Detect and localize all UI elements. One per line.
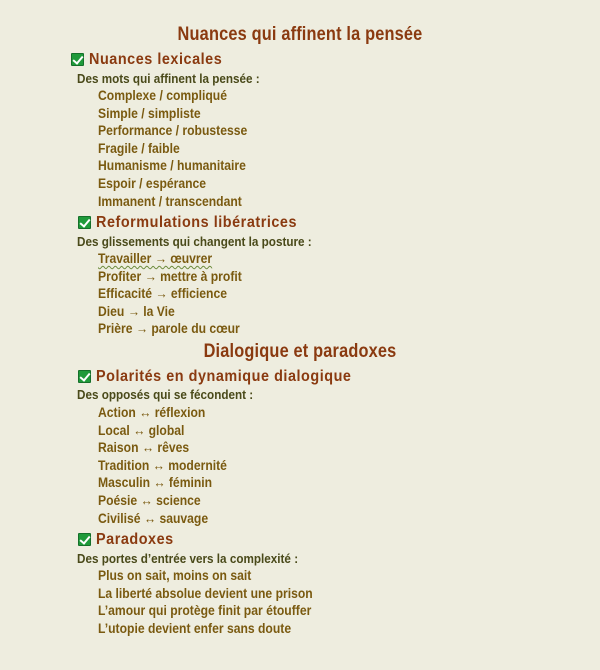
list-item bbox=[98, 250, 242, 268]
section-title: Paradoxes bbox=[96, 531, 174, 548]
list-item: Profiter → mettre à profit bbox=[98, 268, 242, 284]
main-title-nuances: Nuances qui affinent la pensée bbox=[177, 24, 423, 45]
main-title-dialogique: Dialogique et paradoxes bbox=[203, 341, 397, 362]
list-item: Humanisme / humanitaire bbox=[98, 158, 246, 174]
section-intro: Des mots qui affinent la pensée : bbox=[77, 71, 260, 86]
list-item: Plus on sait, moins on sait bbox=[98, 568, 252, 583]
checkbox-checked-icon bbox=[78, 533, 91, 546]
section-intro: Des opposés qui se fécondent : bbox=[77, 387, 254, 402]
list-item: Poésie ↔ science bbox=[98, 492, 201, 508]
checkbox-checked-icon bbox=[78, 216, 91, 229]
list-item: Performance / robustesse bbox=[98, 123, 248, 139]
checkbox-checked-icon bbox=[71, 53, 84, 66]
list-item: Simple / simpliste bbox=[98, 105, 201, 121]
list-item: Dieu → la Vie bbox=[98, 303, 175, 319]
list-item: Civilisé ↔ sauvage bbox=[98, 510, 209, 526]
section-title: Polarités en dynamique dialogique bbox=[96, 368, 352, 385]
list-item: Complexe / compliqué bbox=[98, 88, 227, 103]
list-item: L’utopie devient enfer sans doute bbox=[98, 620, 292, 636]
list-item-text: Travailler → œuvrer bbox=[98, 251, 213, 266]
list-item: Masculin ↔ féminin bbox=[98, 475, 213, 491]
list-item: Raison ↔ rêves bbox=[98, 440, 190, 456]
list-item: Immanent / transcendant bbox=[98, 193, 242, 209]
list-item: Fragile / faible bbox=[98, 140, 180, 156]
list-item: Tradition ↔ modernité bbox=[98, 457, 227, 473]
item-list bbox=[98, 250, 258, 338]
section-intro: Des glissements qui changent la posture : bbox=[77, 234, 312, 249]
list-item: Local ↔ global bbox=[98, 422, 185, 438]
checkbox-checked-icon bbox=[78, 370, 91, 383]
item-list bbox=[98, 404, 241, 527]
item-list bbox=[98, 87, 264, 210]
list-item: Prière → parole du cœur bbox=[98, 321, 240, 337]
list-item: La liberté absolue devient une prison bbox=[98, 585, 313, 601]
list-item: Efficacité → efficience bbox=[98, 286, 227, 302]
item-list bbox=[98, 567, 337, 637]
list-item: L’amour qui protège finit par étouffer bbox=[98, 603, 312, 619]
section-title: Nuances lexicales bbox=[89, 51, 223, 68]
list-item: Action ↔ réflexion bbox=[98, 405, 206, 420]
section-title: Reformulations libératrices bbox=[96, 214, 298, 231]
section-intro: Des portes d’entrée vers la complexité : bbox=[77, 551, 299, 566]
list-item: Espoir / espérance bbox=[98, 175, 207, 191]
